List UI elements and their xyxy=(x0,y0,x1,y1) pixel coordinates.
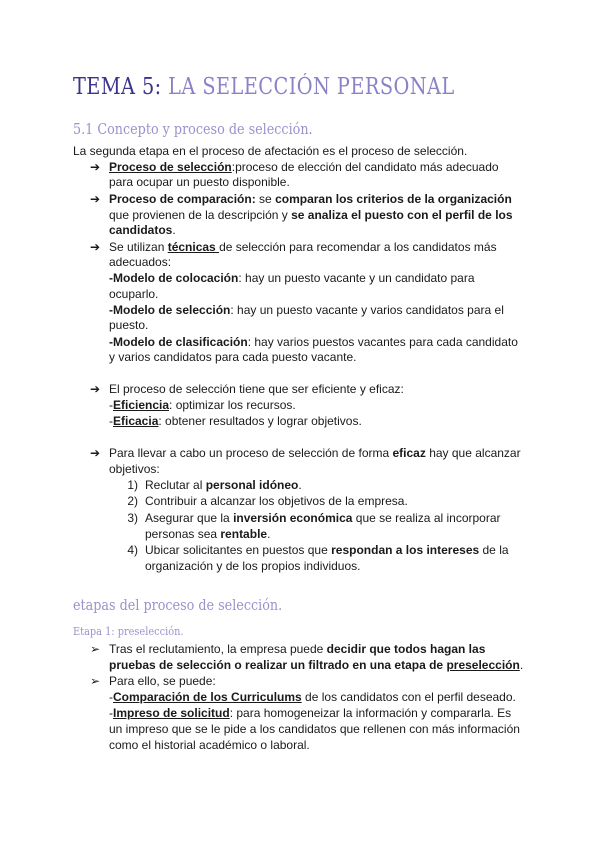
modelo-colocacion xyxy=(109,271,475,287)
objetivo-1 xyxy=(145,478,302,494)
term: Eficiencia xyxy=(113,398,170,412)
title-number: TEMA 5: xyxy=(73,74,162,100)
arrow-right-icon: ➔ xyxy=(90,446,101,460)
text-bold: se analiza el puesto con el perfil de los xyxy=(291,208,513,222)
item-objetivos-cont: objetivos: xyxy=(109,462,160,476)
section-heading-etapas: etapas del proceso de selección. xyxy=(73,596,283,614)
impreso-solicitud xyxy=(109,706,511,722)
text: de los candidatos con el perfil deseado. xyxy=(301,690,516,704)
eficacia-line xyxy=(109,414,362,430)
term: -Modelo de clasificación xyxy=(109,335,248,349)
title-name: LA SELECCIÓN PERSONAL xyxy=(168,74,455,100)
text-bold: eficaz xyxy=(392,446,426,460)
term: Eficacia xyxy=(113,414,159,428)
text: Se utilizan xyxy=(109,240,168,254)
text: Asegurar que la xyxy=(145,511,234,525)
term: Impreso de solicitud xyxy=(113,706,230,720)
text: de selección para recomendar a los candidatos más xyxy=(219,240,497,254)
term: Proceso de selección xyxy=(109,160,232,174)
text: Para llevar a cabo un proceso de selección de forma xyxy=(109,446,393,460)
modelo-seleccion xyxy=(109,303,504,319)
objetivo-4 xyxy=(145,543,509,559)
text-bold: pruebas de selección o realizar un filtrado en una etapa de xyxy=(109,658,447,672)
item-proceso-seleccion-cont: para ocupar un puesto disponible. xyxy=(109,175,290,189)
item-tecnicas xyxy=(109,240,497,256)
arrowhead-bullet-icon: ➢ xyxy=(90,674,101,688)
text: . xyxy=(172,223,176,237)
text: Tras el reclutamiento, la empresa puede xyxy=(109,642,327,656)
objetivo-4-cont: organización y de los propios individuos. xyxy=(145,559,361,573)
item-objetivos xyxy=(109,446,521,462)
objetivo-3 xyxy=(145,511,501,527)
modelo-colocacion-cont: ocuparlo. xyxy=(109,287,159,301)
impreso-solicitud-cont: un impreso que se le pide a los candidatos que rellenen con más información xyxy=(109,722,520,736)
list-number: 4) xyxy=(127,543,138,557)
text-bold-underline: preselección xyxy=(446,658,520,672)
dash: - xyxy=(109,414,113,428)
text: : hay un puesto vacante y varios candidatos para el xyxy=(230,303,504,317)
term: -Modelo de selección xyxy=(109,303,231,317)
page-title xyxy=(73,74,455,100)
item-proceso-seleccion xyxy=(109,160,499,176)
dash: - xyxy=(109,690,113,704)
arrow-right-icon: ➔ xyxy=(90,192,101,206)
preseleccion-paragraph xyxy=(109,642,485,658)
text-bold: decidir que todos hagan las xyxy=(326,642,486,656)
text: de la xyxy=(479,543,509,557)
item-proceso-comparacion xyxy=(109,192,512,208)
dash: - xyxy=(109,398,113,412)
text: hay que alcanzar xyxy=(425,446,521,460)
text-bold: candidatos xyxy=(109,223,173,237)
item-proceso-comparacion-cont xyxy=(109,208,513,224)
text: : obtener resultados y lograr objetivos. xyxy=(158,414,362,428)
text: . xyxy=(298,478,302,492)
text: : para homogeneizar la información y compararla. Es xyxy=(229,706,512,720)
section-heading-concepto: 5.1 Concepto y proceso de selección. xyxy=(73,120,313,138)
list-number: 2) xyxy=(127,494,138,508)
text: Ubicar solicitantes en puestos que xyxy=(145,543,332,557)
arrow-right-icon: ➔ xyxy=(90,240,101,254)
text: . xyxy=(519,658,524,672)
text-bold-underline: técnicas xyxy=(167,240,220,254)
subheading-etapa-1: Etapa 1: preselección. xyxy=(73,624,184,638)
para-ello-line: Para ello, se puede: xyxy=(109,674,216,688)
text-bold: personal idóneo xyxy=(205,478,299,492)
item-tecnicas-cont: adecuados: xyxy=(109,255,172,269)
list-number: 3) xyxy=(127,511,138,525)
text: se xyxy=(255,192,276,206)
objetivo-3-cont xyxy=(145,527,270,543)
objetivo-2: Contribuir a alcanzar los objetivos de la empresa. xyxy=(145,494,408,508)
modelo-clasificacion-cont: y varios candidatos para cada puesto vacante. xyxy=(109,350,357,364)
text-bold: comparan los criterios de la organización xyxy=(275,192,512,206)
item-proceso-comparacion-end xyxy=(109,223,176,239)
text: :proceso de elección del candidato más adecuado xyxy=(231,160,499,174)
eficiencia-line xyxy=(109,398,296,414)
modelo-seleccion-cont: puesto. xyxy=(109,318,149,332)
list-number: 1) xyxy=(127,478,138,492)
intro-paragraph: La segunda etapa en el proceso de afectación es el proceso de selección. xyxy=(73,144,468,158)
text: que provienen de la descripción y xyxy=(109,208,292,222)
term: Proceso de comparación: xyxy=(109,192,256,206)
text-bold: rentable xyxy=(220,527,268,541)
preseleccion-paragraph-cont xyxy=(109,658,523,674)
text: personas sea xyxy=(145,527,221,541)
item-eficiente-eficaz: El proceso de selección tiene que ser eficiente y eficaz: xyxy=(109,382,404,396)
modelo-clasificacion xyxy=(109,335,518,351)
text: Reclutar al xyxy=(145,478,206,492)
text: : optimizar los recursos. xyxy=(169,398,296,412)
impreso-solicitud-end: como el historial académico o laboral. xyxy=(109,738,310,752)
arrow-right-icon: ➔ xyxy=(90,382,101,396)
text: . xyxy=(267,527,271,541)
text: : hay un puesto vacante y un candidato para xyxy=(238,271,475,285)
text: que se realiza al incorporar xyxy=(352,511,501,525)
text: : hay varios puestos vacantes para cada candidato xyxy=(247,335,518,349)
comparacion-curriculums xyxy=(109,690,516,706)
term: -Modelo de colocación xyxy=(109,271,239,285)
dash: - xyxy=(109,706,113,720)
text-bold: inversión económica xyxy=(233,511,353,525)
arrow-right-icon: ➔ xyxy=(90,160,101,174)
term: Comparación de los Curriculums xyxy=(113,690,302,704)
arrowhead-bullet-icon: ➢ xyxy=(90,642,101,656)
text-bold: respondan a los intereses xyxy=(331,543,480,557)
